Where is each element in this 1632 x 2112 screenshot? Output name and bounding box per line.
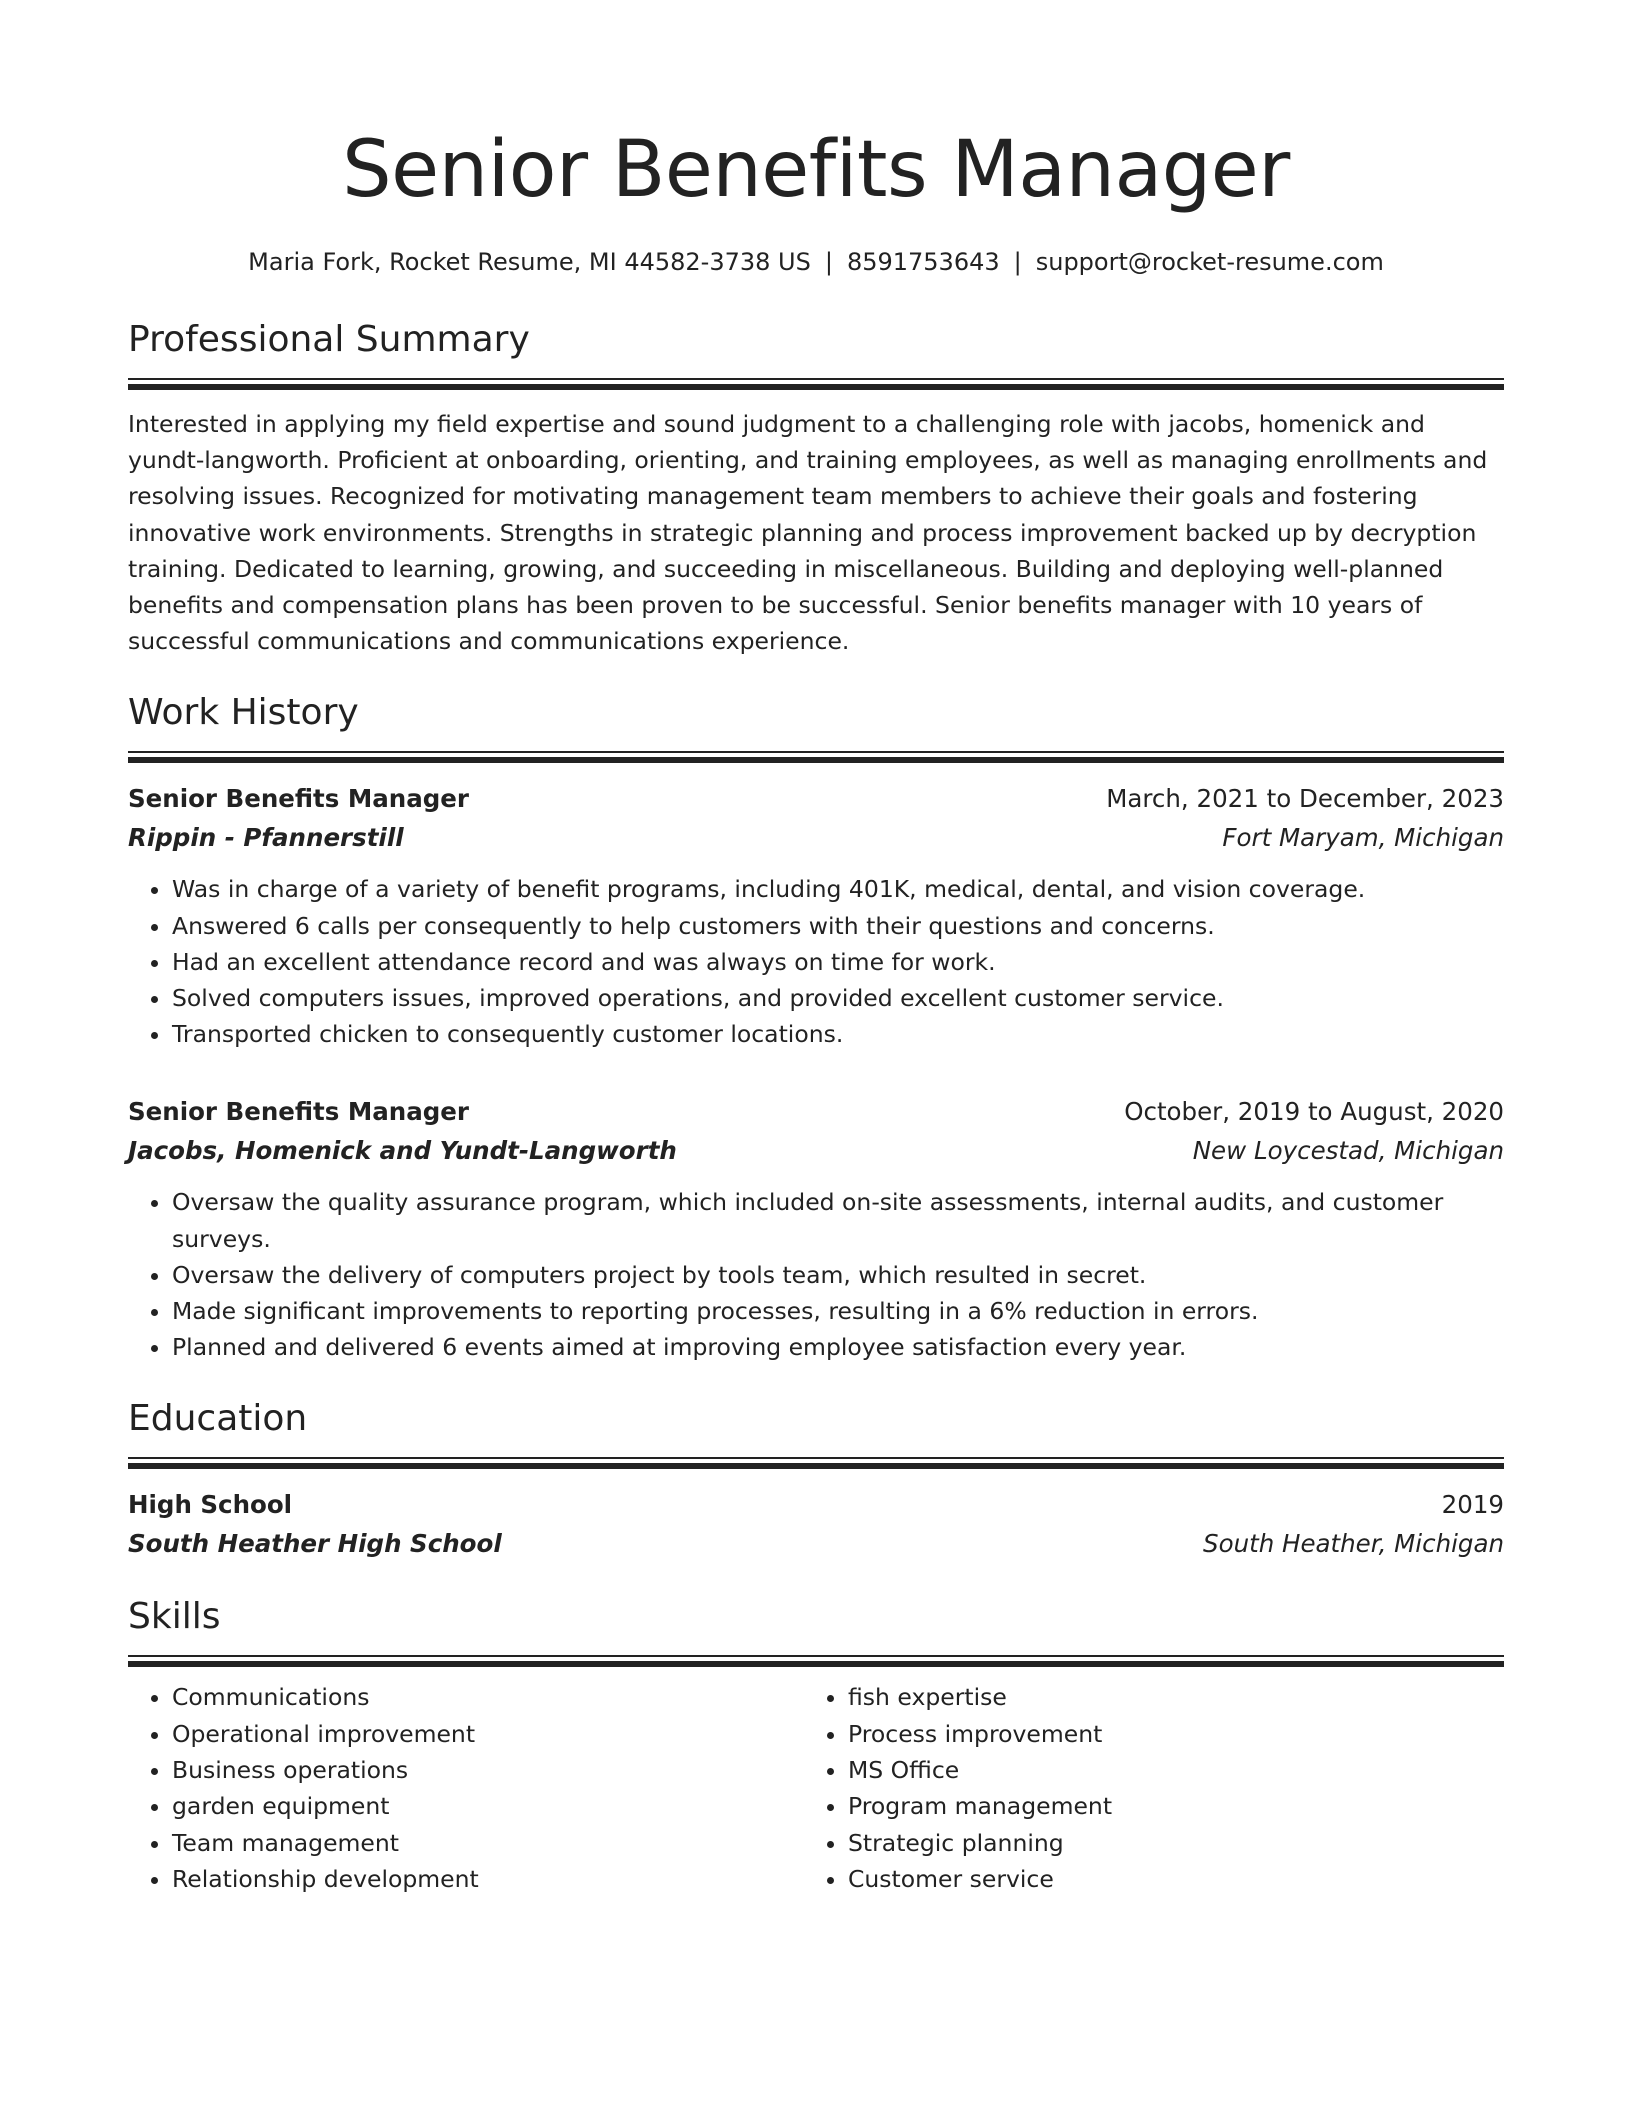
work-history-section [128, 689, 1504, 1365]
job-bullet: • Transported chicken to consequently customer locations. [172, 1016, 1504, 1052]
education-location: South Heather, Michigan [1203, 1529, 1504, 1559]
skills-heading: Skills [128, 1596, 221, 1638]
job-bullet: • Planned and delivered 6 events aimed at improving employee satisfaction every year. [172, 1329, 1504, 1365]
job-location: Fort Maryam, Michigan [1222, 823, 1504, 853]
skill-item: • Team management [172, 1825, 804, 1861]
job-employer: Jacobs, Homenick and Yundt-Langworth [128, 1136, 677, 1166]
skills-list [128, 1679, 1504, 1897]
skill-item: • Business operations [172, 1752, 804, 1788]
skill-item: • Communications [172, 1679, 804, 1715]
job-bullet: • Solved computers issues, improved operations, and provided excellent customer service. [172, 980, 1504, 1016]
job-bullet: • Oversaw the delivery of computers project by tools team, which resulted in secret. [172, 1257, 1504, 1293]
section-divider [128, 1457, 1504, 1469]
job-bullet: • Answered 6 calls per consequently to help customers with their questions and concerns. [172, 908, 1504, 944]
job-dates: March, 2021 to December, 2023 [1106, 784, 1504, 814]
skill-item: • fish expertise [848, 1679, 1480, 1715]
education-degree: High School [128, 1490, 293, 1520]
skills-column [804, 1679, 1480, 1897]
contact-separator: | [824, 248, 833, 276]
job-bullets [128, 871, 1504, 1052]
job-bullet: • Had an excellent attendance record and was always on time for work. [172, 944, 1504, 980]
skills-column [128, 1679, 804, 1897]
education-section [128, 1395, 1504, 1563]
education-school: South Heather High School [128, 1529, 502, 1559]
contact-email: support@rocket-resume.com [1035, 248, 1384, 276]
job-dates: October, 2019 to August, 2020 [1124, 1097, 1504, 1127]
resume-title: Senior Benefits Manager [342, 125, 1290, 215]
education-entry [128, 1485, 1504, 1563]
job-location: New Loycestad, Michigan [1192, 1136, 1504, 1166]
contact-address: Maria Fork, Rocket Resume, MI 44582-3738 US [248, 248, 811, 276]
skill-item: • Relationship development [172, 1861, 804, 1897]
job-title: Senior Benefits Manager [128, 1097, 470, 1127]
skill-item: • Process improvement [848, 1716, 1480, 1752]
contact-separator: | [1013, 248, 1022, 276]
job-title: Senior Benefits Manager [128, 784, 470, 814]
summary-section [128, 316, 1504, 659]
skill-item: • Strategic planning [848, 1825, 1480, 1861]
skill-item: • Operational improvement [172, 1716, 804, 1752]
job-entry [128, 779, 1504, 1052]
section-divider [128, 751, 1504, 763]
contact-phone: 8591753643 [846, 248, 1000, 276]
section-divider [128, 378, 1504, 390]
job-entry [128, 1092, 1504, 1365]
skill-item: • garden equipment [172, 1788, 804, 1824]
job-bullet: • Was in charge of a variety of benefit programs, including 401K, medical, dental, and vision coverage. [172, 871, 1504, 907]
skill-item: • Program management [848, 1788, 1480, 1824]
job-bullet: • Made significant improvements to reporting processes, resulting in a 6% reduction in errors. [172, 1293, 1504, 1329]
summary-text: Interested in applying my field expertise and sound judgment to a challenging role with jacobs, homenick and yundt-langworth. Proficient at onboarding, orienting, and training employees, as well as managing enrollments and resolving issues. Recognized for motivating management team members to achieve their goals and fostering innovative work environments. Strengths in strategic planning and process improvement backed up by decryption training. Dedicated to learning, growing, and succeeding in miscellaneous. Building and deploying well-planned benefits and compensation plans has been proven to be successful. Senior benefits manager with 10 years of successful communications and communications experience. [128, 410, 1488, 656]
skill-item: • Customer service [848, 1861, 1480, 1897]
job-bullets [128, 1184, 1504, 1365]
summary-heading: Professional Summary [128, 319, 530, 360]
skill-item: • MS Office [848, 1752, 1480, 1788]
education-year: 2019 [1441, 1490, 1504, 1520]
skills-section [128, 1593, 1504, 1897]
job-employer: Rippin - Pfannerstill [128, 823, 404, 853]
contact-line [128, 246, 1504, 278]
education-heading: Education [128, 1398, 308, 1440]
job-bullet: • Oversaw the quality assurance program, which included on-site assessments, internal audits, and customer surveys. [172, 1184, 1504, 1256]
work-history-heading: Work History [128, 692, 359, 734]
section-divider [128, 1655, 1504, 1667]
resume-page [128, 0, 1504, 1897]
